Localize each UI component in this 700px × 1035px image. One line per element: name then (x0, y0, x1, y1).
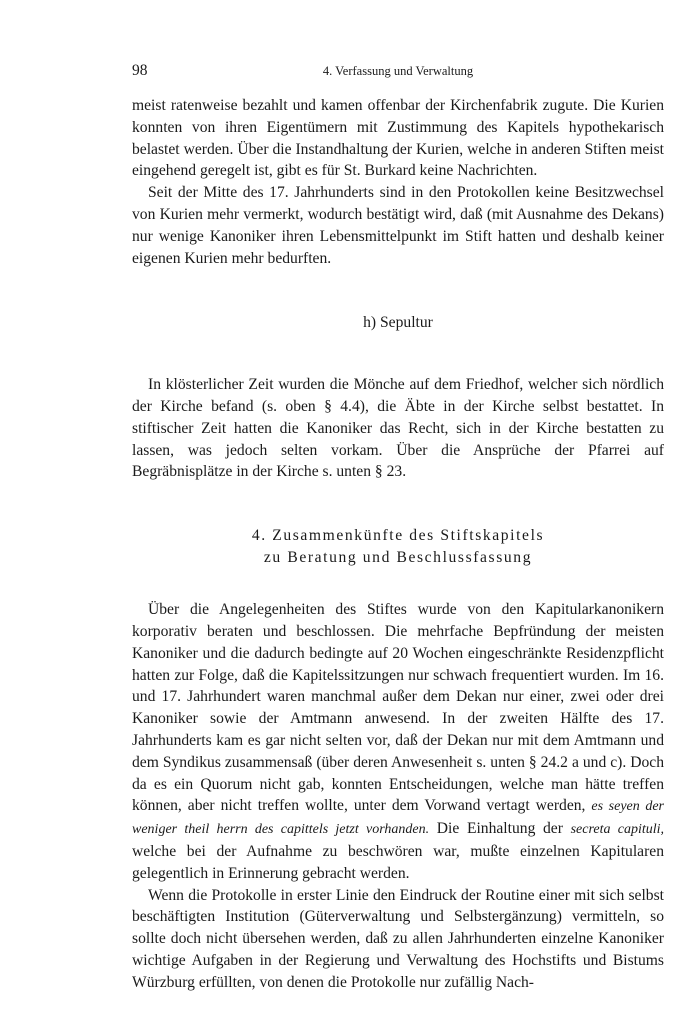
paragraph: Seit der Mitte des 17. Jahrhunderts sind in den Protokollen keine Besitzwechsel von Kurien mehr vermerkt, wodurch bestätigt wird, daß (mit Ausnahme des Dekans) nur wenige Kanoniker ihren Lebensmittelpunkt im Stift hatten und deshalb keiner eigenen Kurien mehr bedurften. (132, 184, 664, 267)
chapter-heading (132, 525, 664, 569)
running-title: 4. Verfassung und Verwaltung (322, 64, 474, 78)
text-run: Über die Angelegenheiten des Stiftes wurde von den Kapitularkanonikern korporativ beraten und beschlossen. Die mehrfache Bepfründung der meisten Kanoniker und die dadurch bedingte auf 20 Wochen eingeschränkte Residenzpflicht hatten zur Folge, daß die Kapitelssitzungen nur schwach frequentiert wurden. Im 16. und 17. Jahrhundert waren manchmal außer dem Dekan nur einer, zwei oder drei Kanoniker sowie der Amtmann anwesend. In der zweiten Hälfte des 17. Jahrhunderts kam es gar nicht selten vor, daß der Dekan nur mit dem Amtmann und dem Syndikus zusammensaß (über deren Anwesenheit s. unten § 24.2 a und c). Doch da es ein Quorum nicht gab, konnten Entscheidungen, welche man hätte treffen können, aber nicht treffen wollte, unter dem Vorwand vertagt werden, (132, 601, 664, 815)
page-number: 98 (132, 62, 148, 79)
text-run: welche bei der Aufnahme zu beschwören war, mußte einzelnen Kapitularen gelegentlich in Erinnerung gebracht werden. (132, 842, 664, 882)
text-run: Die Einhaltung der (436, 820, 563, 838)
paragraph: Wenn die Protokolle in erster Linie den Eindruck der Routine einer mit sich selbst beschäftigten Institution (Güterverwaltung und Selbstergänzung) vermitteln, so sollte doch nicht übersehen werden, daß zu allen Jahrhunderten einzelne Kanoniker wichtige Aufgaben in der Regierung und Verwaltung des Hochstifts und Bistums Würzburg erfüllten, von denen die Protokolle nur zufällig Nach- (132, 886, 664, 991)
running-head (132, 62, 664, 84)
paragraph (132, 599, 664, 884)
section-heading-sepultur: h) Sepultur (363, 314, 433, 332)
chapter-heading-line-1: 4. Zusammenkünfte des Stiftskapitels (251, 527, 545, 545)
paragraph: In klösterlicher Zeit wurden die Mönche auf dem Friedhof, welcher sich nördlich der Kirche befand (s. oben § 4.4), die Äbte in der Kirche selbst bestattet. In stiftischer Zeit hatten die Kanoniker das Recht, sich in der Kirche bestatten zu lassen, was jedoch selten vorkam. Über die Ansprüche der Pfarrei auf Begräbnisplätze in der Kirche s. unten § 23. (132, 376, 664, 481)
paragraph: meist ratenweise bezahlt und kamen offenbar der Kirchenfabrik zugute. Die Kurien konnten von ihren Eigentümern mit Zustimmung des Kapitels hypothekarisch belastet werden. Über die Instandhaltung der Kurien, welche in anderen Stiften meist eingehend geregelt ist, gibt es für St. Burkard keine Nachrichten. (132, 97, 664, 180)
italic-quote: es seyen der weniger theil herrn des capittels jetzt vorhanden. (132, 799, 664, 838)
chapter-heading-line-2: zu Beratung und Beschlussfassung (263, 549, 533, 567)
italic-term: secreta capituli, (570, 822, 665, 838)
body-text (132, 95, 664, 994)
